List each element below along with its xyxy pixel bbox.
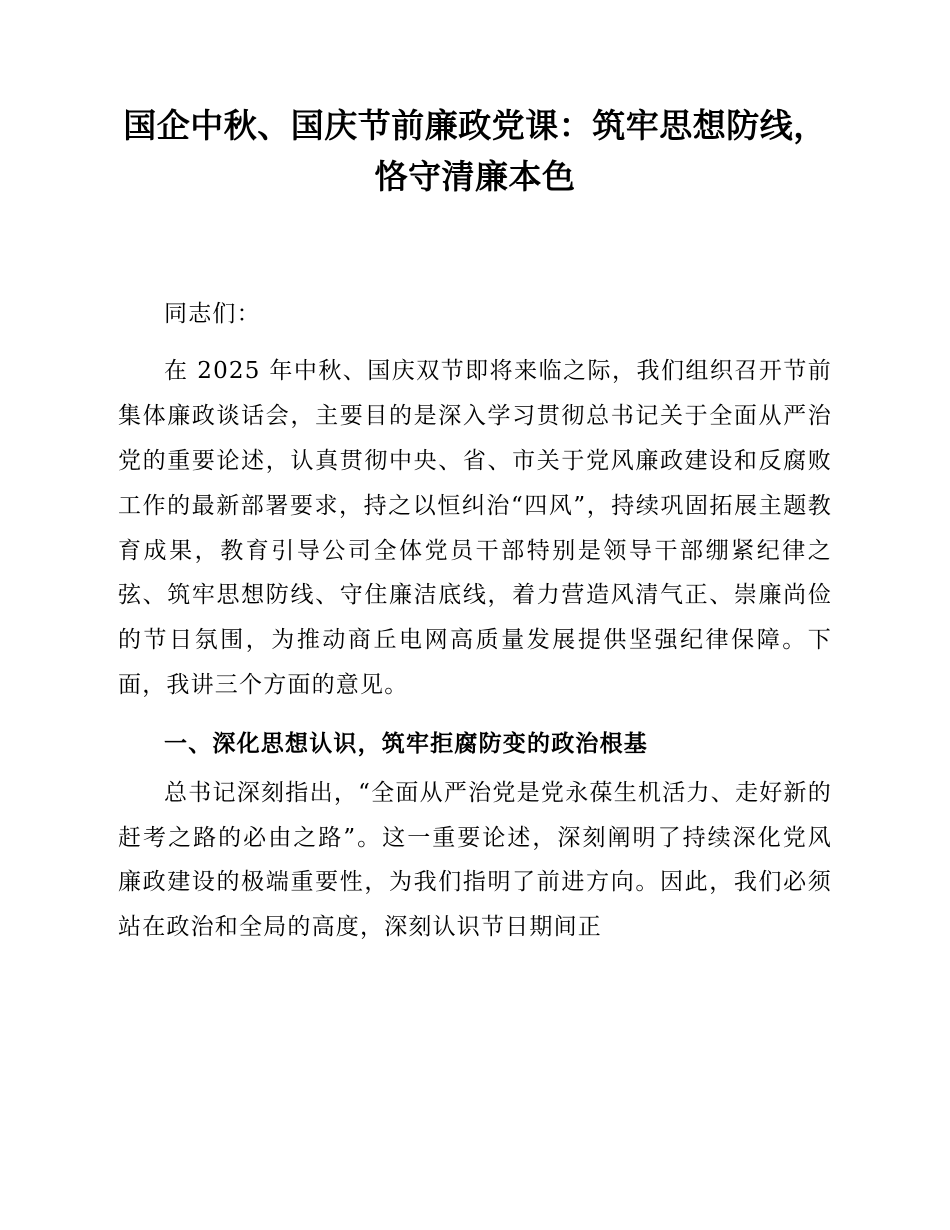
salutation-text: 同志们： xyxy=(164,301,261,328)
intro-paragraph: 在 2025 年中秋、国庆双节即将来临之际，我们组织召开节前集体廉政谈话会，主要目的是深入学习贯彻总书记关于全面从严治党的重要论述，认真贯彻中央、省、市关于党风廉政建设和反腐败工作的最新部署要求，持之以恒纠治“四风”，持续巩固拓展主题教育成果，教育引导公司全体党员干部特别是领导干部绷紧纪律之弦、筑牢思想防线、守住廉洁底线，着力营造风清气正、崇廉尚俭的节日氛围，为推动商丘电网高质量发展提供坚强纪律保障。下面，我讲三个方面的意见。 xyxy=(118,358,832,699)
section-1-paragraph-1: 总书记深刻指出，“全面从严治党是党永葆生机活力、走好新的赶考之路的必由之路”。这一重要论述，深刻阐明了持续深化党风廉政建设的极端重要性，为我们指明了前进方向。因此，我们必须站在政治和全局的高度，深刻认识节日期间正 xyxy=(118,779,832,941)
section-heading-1: 一、深化思想认识，筑牢拒腐防变的政治根基 xyxy=(164,729,648,757)
page-title: 国企中秋、国庆节前廉政党课：筑牢思想防线，恪守清廉本色 xyxy=(123,106,827,197)
title-spacer xyxy=(118,220,832,292)
